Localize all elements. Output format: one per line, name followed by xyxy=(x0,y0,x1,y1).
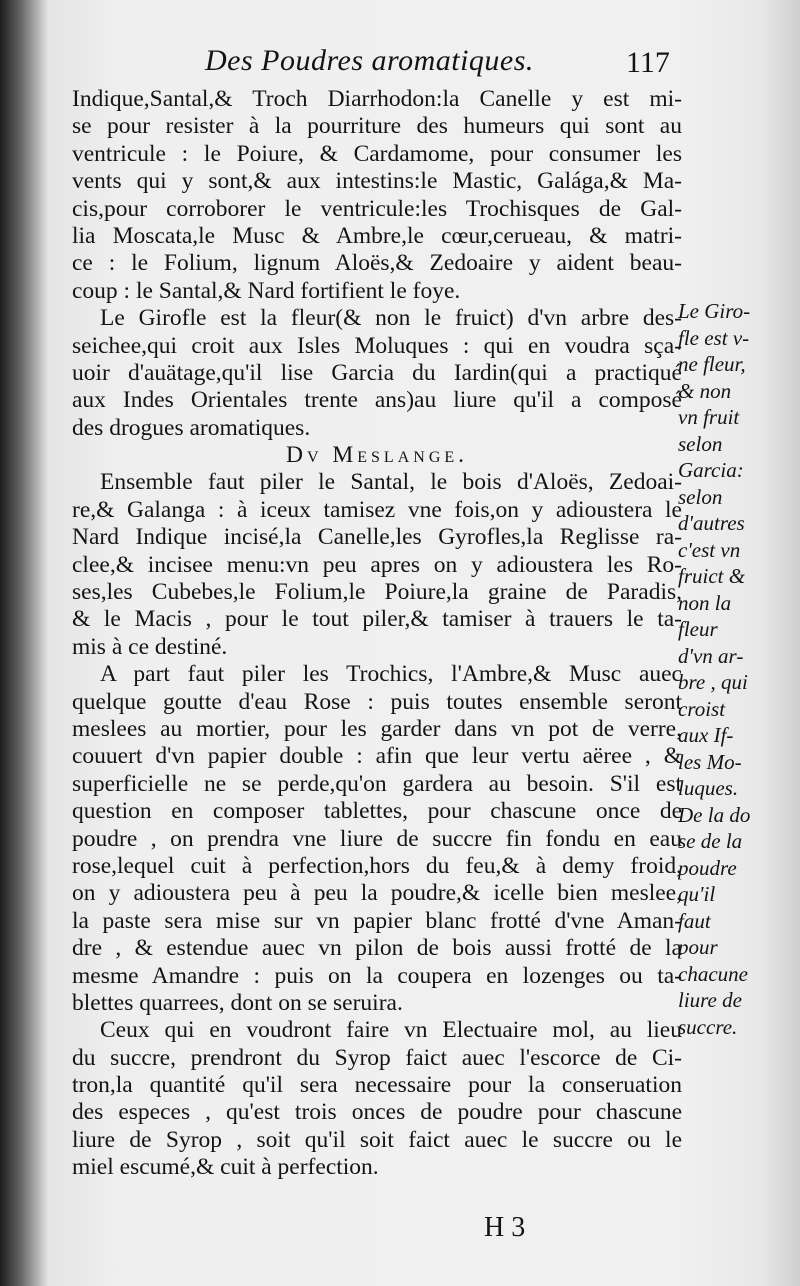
margin-note-line: fruict & xyxy=(678,564,746,588)
margin-note-line: se de la xyxy=(678,829,743,853)
margin-note-line: & non xyxy=(678,378,732,403)
body-line: ses,les Cubebes,le Folium,le Poiure,la graine de Paradis, xyxy=(72,579,682,606)
body-line: la paste sera mise sur vn papier blanc frotté d'vne Aman- xyxy=(72,907,682,934)
margin-note-line: succre. xyxy=(678,1014,738,1039)
margin-note-line: d'autres xyxy=(678,511,745,535)
body-line: on y adioustera peu à peu la poudre,& icelle bien meslee, xyxy=(72,880,682,907)
body-line: & le Macis , pour le tout piler,& tamiser à trauers le ta- xyxy=(72,606,682,633)
body-line: cis,pour corroborer le ventricule:les Trochisques de Gal- xyxy=(72,195,682,222)
margin-note-line: chacune xyxy=(678,961,748,986)
body-line: quelque goutte d'eau Rose : puis toutes ensemble seront xyxy=(72,688,682,715)
body-line: du succre, prendront du Syrop faict auec l'escorce de Ci- xyxy=(72,1044,682,1071)
body-line: aux Indes Orientales trente ans)au liure qu'il a composé xyxy=(72,387,682,414)
margin-note-line: faut xyxy=(678,908,711,933)
body-line: Ensemble faut piler le Santal, le bois d'Aloës, Zedoai- xyxy=(100,469,682,496)
body-line: Le Girofle est la fleur(& non le fruict) d'vn arbre des- xyxy=(100,305,682,332)
body-line: clee,& incisee menu:vn peu apres on y adioustera les Ro- xyxy=(72,551,682,578)
margin-note-line: selon xyxy=(678,431,723,456)
body-line: mis à ce destiné. xyxy=(72,633,228,660)
body-line: couuert d'vn papier double : afin que leur vertu aëree , & xyxy=(72,743,682,770)
body-line: question en composer tablettes, pour chascune once de xyxy=(72,798,682,825)
body-line: liure de Syrop , soit qu'il soit faict auec le succre ou le xyxy=(72,1126,682,1153)
body-line: miel escumé,& cuit à perfection. xyxy=(72,1154,379,1181)
margin-note-line: non la xyxy=(678,590,732,615)
body-line: Nard Indique incisé,la Canelle,les Gyrofles,la Reglisse ra- xyxy=(72,524,682,551)
body-line: poudre , on prendra vne liure de succre fin fondu en eau xyxy=(72,825,682,852)
margin-note-line: les Mo- xyxy=(678,749,742,774)
margin-note-line: Garcia: xyxy=(678,458,744,482)
body-line: des especes , qu'est trois onces de poudre pour chascune xyxy=(72,1099,682,1126)
margin-note-line: qu'il xyxy=(678,882,716,906)
body-line: coup : le Santal,& Nard fortifient le foye. xyxy=(72,277,461,304)
margin-note-line: De la do xyxy=(678,802,751,827)
margin-note-line: pour xyxy=(678,935,718,959)
body-line: des drogues aromatiques. xyxy=(72,414,311,441)
margin-note-line: croist xyxy=(678,696,726,721)
body-line: se pour resister à la pourriture des humeurs qui sont au xyxy=(72,113,682,140)
margin-note-line: d'vn ar- xyxy=(678,643,744,668)
margin-notes xyxy=(678,298,796,1040)
body-line: Indique,Santal,& Troch Diarrhodon:la Canelle y est mi- xyxy=(72,86,682,112)
margin-note-line: poudre xyxy=(678,855,737,880)
body-line: A part faut piler les Trochics, l'Ambre,& Musc auec xyxy=(100,661,682,688)
body-line: mesme Amandre : puis on la coupera en lozenges ou ta- xyxy=(72,962,682,989)
body-line: ventricule : le Poiure, & Cardamome, pour consumer les xyxy=(72,140,682,167)
margin-note-line: aux If- xyxy=(678,723,734,747)
body-line: Ceux qui en voudront faire vn Electuaire mol, au lieu xyxy=(100,1017,682,1044)
signature-mark: H 3 xyxy=(484,1212,526,1243)
body-line: seichee,qui croit aux Isles Moluques : qui en voudra sça- xyxy=(72,332,682,359)
body-line: uoir d'auätage,qu'il lise Garcia du Iardin(qui a practiqué xyxy=(72,359,682,386)
body-line: superficielle ne se perde,qu'on gardera au besoin. S'il est xyxy=(72,770,682,797)
margin-note-line: Le Giro- xyxy=(678,299,751,323)
margin-note-line: bre , qui xyxy=(678,670,748,694)
margin-note-line: luques. xyxy=(678,776,739,800)
body-line: vents qui y sont,& aux intestins:le Mastic, Galága,& Ma- xyxy=(72,168,682,195)
margin-note-line: fle est v- xyxy=(678,325,750,350)
running-title: Des Poudres aromatiques. xyxy=(205,44,534,77)
body-line: meslees au mortier, pour les garder dans vn pot de verre, xyxy=(72,715,682,742)
margin-note-line: selon xyxy=(678,484,723,509)
margin-note-line: ne fleur, xyxy=(678,352,746,376)
body-line: tron,la quantité qu'il sera necessaire pour la conseruation xyxy=(72,1072,682,1099)
main-text-block xyxy=(72,86,682,1182)
body-line: ce : le Folium, lignum Aloës,& Zedoaire y aident beau- xyxy=(72,250,682,277)
body-line: rose,lequel cuit à perfection,hors du feu,& à demy froid, xyxy=(72,852,682,879)
body-line: dre , & estendue auec vn pilon de bois aussi frotté de la xyxy=(72,935,682,962)
margin-note-line: fleur xyxy=(678,617,718,641)
margin-note-line: c'est vn xyxy=(678,537,741,562)
margin-note-line: vn fruit xyxy=(678,405,740,429)
margin-note-line: liure de xyxy=(678,988,742,1012)
body-line: re,& Galanga : à iceux tamisez vne fois,on y adioustera le xyxy=(72,496,682,523)
page-number: 117 xyxy=(626,46,670,79)
body-line: lia Moscata,le Musc & Ambre,le cœur,cerueau, & matri- xyxy=(72,222,682,249)
section-heading: Dv Meslange. xyxy=(285,442,469,469)
body-line: blettes quarrees, dont on se seruira. xyxy=(72,989,403,1016)
